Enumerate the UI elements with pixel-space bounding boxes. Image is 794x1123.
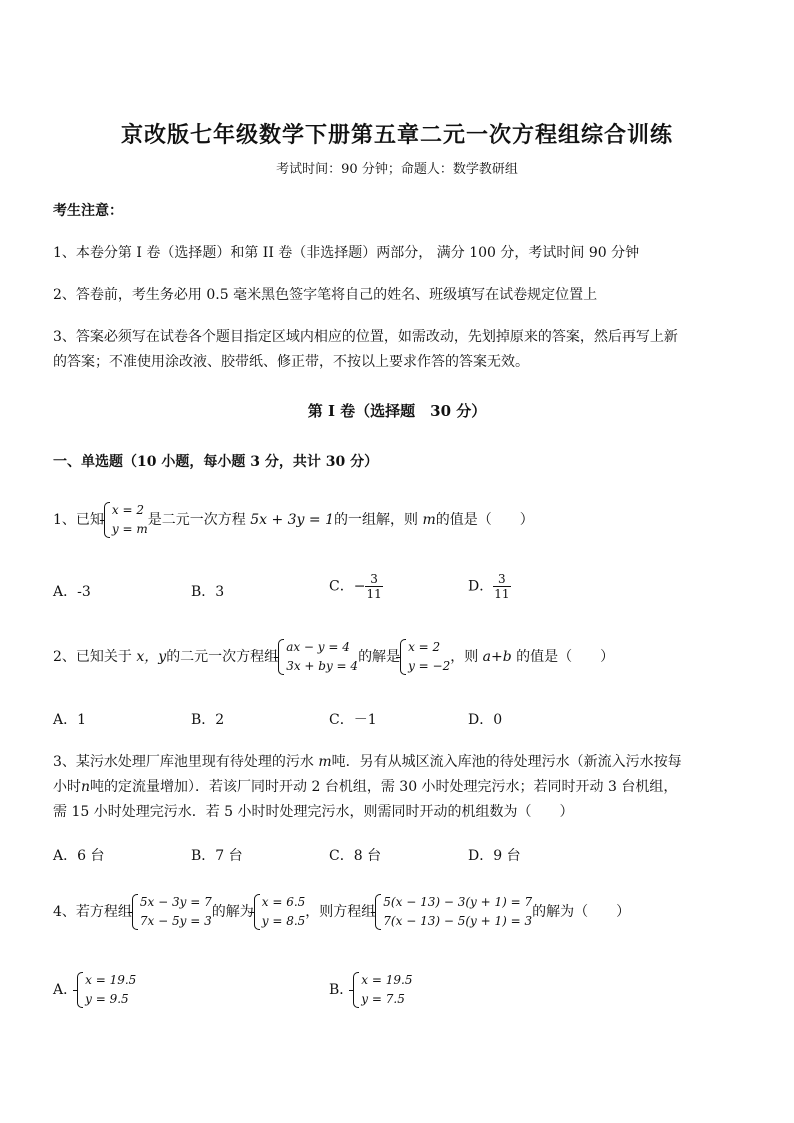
q4-middle-2: ，则方程组: [305, 904, 376, 920]
q4-system-line-1: 5x − 3y = 7: [139, 895, 212, 909]
q1-option-d-denominator: 11: [494, 587, 510, 601]
q1-option-c-numerator: 3: [365, 572, 382, 587]
notice-item-2: 2、答卷前，考生务必用 0.5 毫米黑色签字笔将自己的姓名、班级填写在试卷规定位置上: [53, 287, 598, 303]
notice-heading: 考生注意：: [53, 203, 123, 219]
q3-option-d: D．9 台: [468, 848, 521, 864]
q2-option-c: C．－1: [329, 712, 377, 728]
q3-option-a: A．6 台: [53, 848, 105, 864]
q1-system-line-1: x = 2: [111, 503, 145, 517]
q2-middle-2: 的解是: [358, 649, 401, 665]
q2-middle: 的二元一次方程组: [166, 649, 279, 665]
q3-line-2-b: 吨的定流量增加）．若该厂同时开动 2 台机组，需 30 小时处理完污水；若同时开动 3 台机组，: [90, 779, 678, 795]
q4-solution: [254, 893, 306, 931]
q3-line-1-a: 3、某污水处理厂库池里现有待处理的污水: [53, 754, 314, 770]
q4-option-a-line-1: x = 19.5: [85, 973, 137, 987]
q2-suffix: 的值是（ ）: [516, 649, 615, 665]
q4-system-line-2: 7x − 5y = 3: [139, 914, 212, 928]
exam-info: 考试时间：90 分钟；命题人：数学教研组: [276, 162, 518, 177]
q4-system-2-line-2: 7(x − 13) − 5(y + 1) = 3: [383, 914, 533, 928]
q1-equation: 5x + 3y = 1: [250, 512, 335, 528]
q2-middle-3: ，则: [450, 649, 479, 665]
q4-option-b-line-2: y = 7.5: [361, 992, 405, 1006]
q2-option-b: B．2: [191, 712, 225, 728]
q1-prefix: 1、已知: [53, 512, 104, 528]
q1-middle: 是二元一次方程: [147, 512, 246, 528]
q3-var-n: n: [81, 779, 91, 795]
q1-option-c: [329, 572, 383, 601]
q3-line-1: [53, 751, 682, 771]
q2-system-line-2: 3x + by = 4: [286, 659, 359, 673]
q2-option-a: A．1: [53, 712, 87, 728]
q1-option-b: B．3: [191, 584, 225, 600]
q1-option-d: [468, 572, 511, 601]
q3-line-2: [53, 776, 677, 796]
q2-solution: [400, 638, 450, 676]
q2-vars: x，y: [136, 649, 167, 665]
q1-option-a: A．-3: [53, 584, 91, 600]
q4-system-2: [375, 893, 532, 931]
q3-option-b: B．7 台: [191, 848, 243, 864]
q1-suffix: 的值是（ ）: [435, 512, 534, 528]
q2-system: [278, 638, 358, 676]
q4-option-a-label: A．: [53, 982, 78, 998]
q1-system-line-2: y = m: [111, 522, 148, 536]
q1-option-c-fraction: [365, 572, 382, 601]
q4-option-a: [53, 971, 136, 1009]
q4-solution-line-2: y = 8.5: [261, 914, 306, 928]
q4-option-b: [329, 971, 412, 1009]
q2-solution-line-1: x = 2: [408, 640, 441, 654]
q3-line-3: 需 15 小时处理完污水．若 5 小时时处理完污水，则需同时开动的机组数为（ ）: [53, 804, 574, 820]
q1-option-c-label: C．−: [329, 578, 366, 595]
q4-option-b-system: [353, 971, 412, 1009]
q2-prefix: 2、已知关于: [53, 649, 132, 665]
q1-option-d-numerator: 3: [493, 572, 510, 587]
q4-prefix: 4、若方程组: [53, 904, 132, 920]
q1-system: [104, 501, 148, 539]
question-2: [53, 638, 614, 676]
q4-solution-line-1: x = 6.5: [261, 895, 306, 909]
q4-suffix: 的解为（ ）: [532, 904, 631, 920]
q2-solution-line-2: y = −2: [408, 659, 451, 673]
q2-system-line-1: ax − y = 4: [286, 640, 350, 654]
q4-option-a-system: [77, 971, 136, 1009]
notice-item-3-line-1: 3、答案必须写在试卷各个题目指定区域内相应的位置，如需改动，先划掉原来的答案，然后再写上新: [53, 329, 678, 345]
q1-option-c-denominator: 11: [366, 587, 382, 601]
q4-option-a-line-2: y = 9.5: [85, 992, 129, 1006]
q2-option-d: D．0: [468, 712, 503, 728]
notice-item-3-line-2: 的答案；不准使用涂改液、胶带纸、修正带，不按以上要求作答的答案无效。: [53, 354, 529, 370]
q3-var-m: m: [318, 754, 332, 770]
question-4: [53, 893, 630, 931]
question-1: [53, 501, 534, 539]
q3-option-c: C．8 台: [329, 848, 382, 864]
q4-option-b-line-1: x = 19.5: [361, 973, 413, 987]
q4-system-2-line-1: 5(x − 13) − 3(y + 1) = 7: [383, 895, 533, 909]
section-title: 第 I 卷（选择题 30 分）: [307, 402, 487, 420]
q1-option-d-label: D．: [468, 578, 494, 595]
q4-middle: 的解为: [211, 904, 254, 920]
q2-expression: a+b: [482, 649, 512, 665]
page-title: 京改版七年级数学下册第五章二元一次方程组综合训练: [120, 122, 673, 148]
q3-line-2-a: 小时: [53, 779, 81, 795]
q4-system: [132, 893, 212, 931]
q4-option-b-label: B．: [329, 982, 354, 998]
notice-item-1: 1、本卷分第 I 卷（选择题）和第 II 卷（非选择题）两部分， 满分 100 分，考试时间 90 分钟: [53, 245, 640, 261]
q1-middle-2: 的一组解，则: [334, 512, 419, 528]
q1-var: m: [422, 512, 436, 528]
part-heading: 一、单选题（10 小题，每小题 3 分，共计 30 分）: [53, 454, 379, 470]
q1-option-d-fraction: [493, 572, 510, 601]
q3-line-1-b: 吨．另有从城区流入库池的待处理污水（新流入污水按每: [331, 754, 682, 770]
